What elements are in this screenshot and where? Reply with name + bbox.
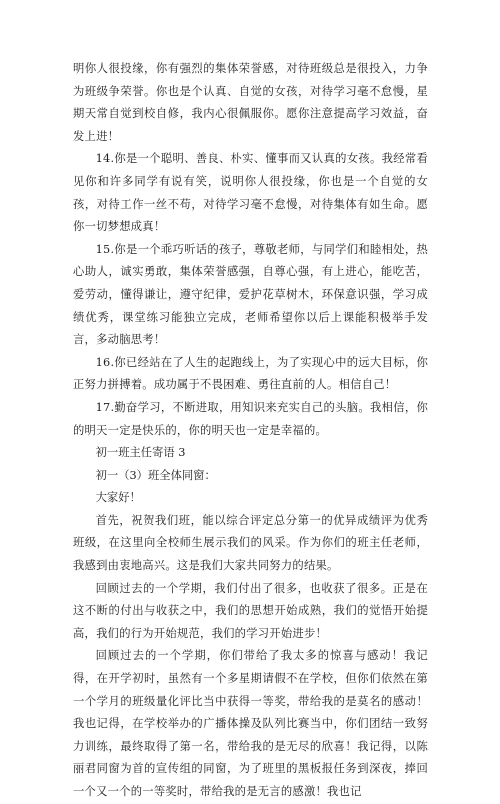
- paragraph-item-14: 14.你是一个聪明、善良、朴实、懂事而又认真的女孩。我经常看见你和许多同学有说有笑，说明你人很投缘，你也是一个自觉的女孩，对待工作一丝不苟，对待学习毫不怠慢，对待集体有如生命。愿你一切梦想成真！: [73, 152, 428, 234]
- greeting: 大家好！: [95, 491, 141, 505]
- salutation: 初一（3）班全体同窗：: [95, 468, 216, 482]
- paragraph-item-17: 17.勤奋学习，不断进取，用知识来充实自己的头脑。我相信，你的明天一定是快乐的，你的明天也一定是幸福的。: [73, 400, 428, 437]
- paragraph-continuation: 明你人很投缘，你有强烈的集体荣誉感，对待班级总是很投入，力争为班级争荣誉。你也是个认真、自觉的女孩，对待学习毫不怠慢，星期天常自觉到校自修，我内心很佩服你。愿你注意提高学习效益，奋发上进！: [73, 62, 428, 143]
- body-paragraph-review: 回顾过去的一个学期，我们付出了很多，也收获了很多。正是在这不断的付出与收获之中，我们的思想开始成熟，我们的觉悟开始提高，我们的行为开始规范，我们的学习开始进步！: [73, 581, 428, 640]
- body-paragraph-congrats: 首先，祝贺我们班，能以综合评定总分第一的优异成绩评为优秀班级，在这里向全校师生展示我们的风采。作为你们的班主任老师，我感到由衷地高兴。这是我们大家共同努力的结果。: [73, 513, 428, 573]
- paragraph-item-16: 16.你已经站在了人生的起跑线上，为了实现心中的远大目标，你正努力拼搏着。成功属于不畏困难、勇往直前的人。相信自己！: [73, 355, 428, 392]
- section-heading: 初一班主任寄语 3: [95, 446, 186, 460]
- paragraph-item-15: 15.你是一个乖巧听话的孩子，尊敬老师，与同学们和睦相处，热心助人，诚实勇敢，集体荣誉感强，自尊心强，有上进心，能吃苦，爱劳动，懂得谦让，遵守纪律，爱护花草树木，环保意识强，学习成绩优秀，课堂练习能独立完成，老师希望你以后上课能积极举手发言，多动脑思考！: [73, 242, 428, 347]
- body-paragraph-memories: 回顾过去的一个学期，你们带给了我太多的惊喜与感动！我记得，在开学初时，虽然有一个多星期请假不在学校，但你们依然在第一个学月的班级量化评比当中获得一等奖，带给我的是莫名的感动！我也记得，在学校举办的广播体操及队列比赛当中，你们团结一致努力训练，最终取得了第一名，带给我的是无尽的欣喜！我记得，以陈丽君同窗为首的宣传组的同窗，为了班里的黑板报任务到深夜，捧回一个又一个的一等奖时，带给我的是无言的感激！我也记: [73, 649, 428, 798]
